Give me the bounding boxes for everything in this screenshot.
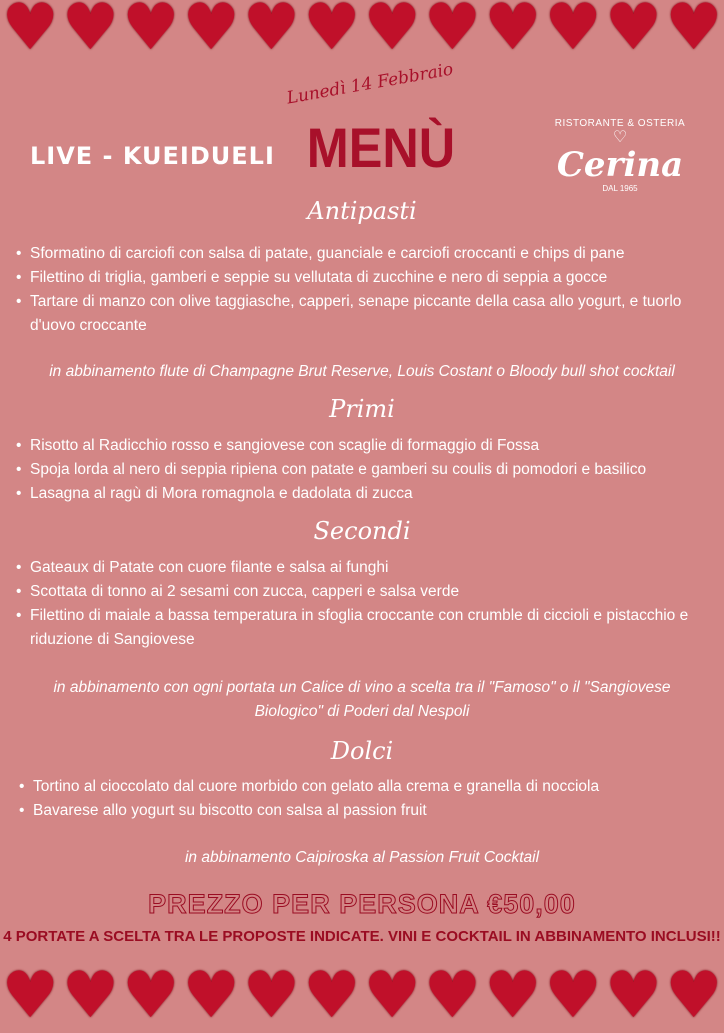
dolci-list [3, 775, 724, 823]
hearts-border-bottom [0, 959, 724, 1033]
heart-icon: ♥ [122, 0, 180, 65]
restaurant-logo [545, 118, 695, 194]
heart-icon: ♥ [423, 0, 482, 65]
heart-icon: ♥ [242, 959, 301, 1033]
heart-icon: ♡ [612, 129, 628, 146]
list-item: • Risotto al Radicchio rosso e sangiovese con scaglie di formaggio di Fossa [30, 434, 720, 458]
section-title-antipasti: Antipasti [307, 197, 417, 225]
antipasti-list [0, 242, 724, 338]
heart-icon: ♥ [363, 959, 421, 1033]
heart-icon: ♥ [544, 0, 602, 65]
heart-icon: ♥ [182, 959, 240, 1033]
list-item: • Tartare di manzo con olive taggiasche, capperi, senape piccante della casa allo yogurt, e tuorlo d'uovo croccante [30, 290, 720, 338]
heart-icon: ♥ [665, 959, 723, 1033]
heart-icon: ♥ [484, 959, 542, 1033]
secondi-pairing: in abbinamento con ogni portata un Calice di vino a scelta tra il "Famoso" o il "Sangiovese Biologico" di Poderi dal Nespoli [53, 679, 671, 720]
list-item: • Sformatino di carciofi con salsa di patate, guanciale e carciofi croccanti e chips di pane [30, 242, 720, 266]
heart-icon: ♥ [544, 959, 602, 1033]
list-item: • Lasagna al ragù di Mora romagnola e dadolata di zucca [30, 482, 720, 506]
heart-icon: ♥ [242, 0, 301, 65]
event-date: Lunedì 14 Febbraio [285, 59, 455, 109]
secondi-list [0, 556, 700, 652]
heart-icon: ♥ [423, 959, 482, 1033]
heart-icon: ♥ [604, 959, 663, 1033]
list-item: • Spoja lorda al nero di seppia ripiena con patate e gamberi su coulis di pomodori e basilico [30, 458, 720, 482]
heart-icon: ♥ [303, 959, 361, 1033]
page-title: MENÙ [306, 116, 456, 179]
heart-icon: ♥ [665, 0, 723, 65]
list-item: • Bavarese allo yogurt su biscotto con salsa al passion fruit [33, 799, 720, 823]
heart-icon: ♥ [303, 0, 361, 65]
heart-icon: ♥ [122, 959, 180, 1033]
section-title-secondi: Secondi [313, 517, 411, 545]
section-title-primi: Primi [329, 395, 395, 423]
list-item: • Filettino di triglia, gamberi e seppie su vellutata di zucchine e nero di seppia a gocce [30, 266, 720, 290]
heart-icon: ♥ [1, 959, 59, 1033]
logo-since: DAL 1965 [602, 184, 638, 193]
heart-icon: ♥ [61, 959, 120, 1033]
live-label: LIVE - KUEIDUELI [30, 142, 275, 170]
heart-icon: ♥ [363, 0, 421, 65]
list-item: • Filettino di maiale a bassa temperatura in sfoglia croccante con crumble di ciccioli e pistacchio e riduzione di Sangiovese [30, 604, 696, 652]
primi-list [0, 434, 724, 506]
menu-note: 4 PORTATE A SCELTA TRA LE PROPOSTE INDICATE. VINI E COCKTAIL IN ABBINAMENTO INCLUSI!! [3, 928, 721, 945]
section-title-dolci: Dolci [330, 737, 394, 765]
heart-icon: ♥ [604, 0, 663, 65]
list-item: • Scottata di tonno ai 2 sesami con zucca, capperi e salsa verde [30, 580, 696, 604]
logo-subtitle: RISTORANTE & OSTERIA [554, 118, 686, 129]
price-per-person: PREZZO PER PERSONA €50,00 [148, 889, 576, 919]
heart-icon: ♥ [182, 0, 240, 65]
dolci-pairing: in abbinamento Caipiroska al Passion Fruit Cocktail [184, 849, 540, 866]
heart-icon: ♥ [1, 0, 59, 65]
antipasti-pairing: in abbinamento flute di Champagne Brut Reserve, Louis Costant o Bloody bull shot cocktail [49, 363, 675, 380]
list-item: • Tortino al cioccolato dal cuore morbido con gelato alla crema e granella di nocciola [33, 775, 720, 799]
hearts-border-top [0, 0, 724, 65]
list-item: • Gateaux di Patate con cuore filante e salsa ai funghi [30, 556, 696, 580]
logo-name: Cerina [556, 145, 684, 185]
heart-icon: ♥ [61, 0, 120, 65]
heart-icon: ♥ [484, 0, 542, 65]
